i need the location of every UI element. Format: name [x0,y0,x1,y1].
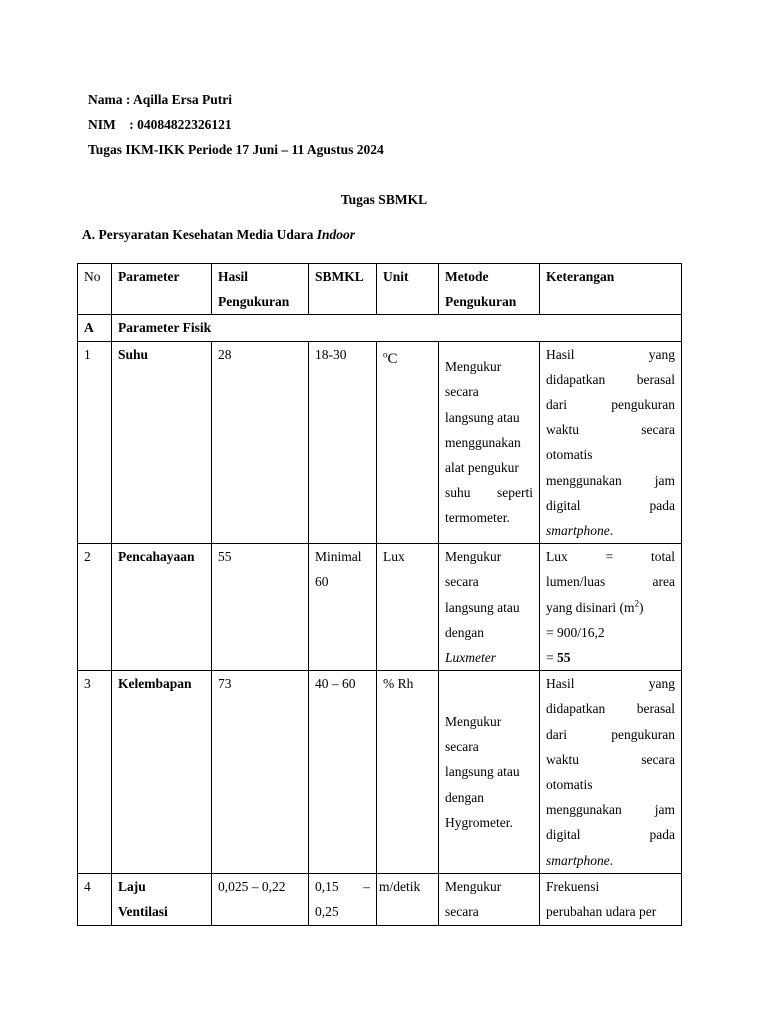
row-unit: % Rh [377,671,439,874]
section-heading-emphasis: Indoor [316,227,355,242]
col-header-parameter: Parameter [112,264,212,315]
row-parameter: Kelembapan [112,671,212,874]
row-keterangan: Frekuensi perubahan udara per [540,873,682,925]
row-sbmkl: 18-30 [309,341,377,544]
row-keterangan: Lux = total lumen/luas area yang disinari $(m^2)$ = 900/16,2 = 55 [540,544,682,671]
row-keterangan: Hasil yang didapatkan berasal dari pengukuran waktu secara otomatis menggunakan jam digital pada smartphone. [540,671,682,874]
row-metode: Mengukur secara langsung atau menggunakan alat pengukur suhu seperti termometer. [439,341,540,544]
group-code: A [78,315,112,341]
table-group-row [78,315,682,341]
row-sbmkl: Minimal 60 [309,544,377,671]
row-metode: Mengukur secara [439,873,540,925]
assignment-period: Tugas IKM-IKK Periode 17 Juni – 11 Agustus 2024 [88,142,384,157]
requirements-table [77,263,682,926]
row-no: 4 [78,873,112,925]
row-metode: Mengukur secara langsung atau dengan Luxmeter [439,544,540,671]
row-unit: Lux [377,544,439,671]
col-header-hasil: Hasil Pengukuran [212,264,309,315]
col-header-keterangan: Keterangan [540,264,682,315]
row-no: 2 [78,544,112,671]
col-header-no: No [78,264,112,315]
student-header [88,90,384,165]
table-header-row [78,264,682,315]
section-heading: A. Persyaratan Kesehatan Media Udara Indoor [82,227,355,242]
group-label: Parameter Fisik [112,315,682,341]
col-header-sbmkl: SBMKL [309,264,377,315]
row-metode: Mengukur secara langsung atau dengan Hygrometer. [439,671,540,874]
row-no: 1 [78,341,112,544]
col-header-unit: Unit [377,264,439,315]
row-keterangan: Hasil yang didapatkan berasal dari pengukuran waktu secara otomatis menggunakan jam digital pada smartphone. [540,341,682,544]
row-sbmkl: 40 – 60 [309,671,377,874]
row-hasil: 55 [212,544,309,671]
row-parameter: Pencahayaan [112,544,212,671]
table-row [78,544,682,671]
row-hasil: 73 [212,671,309,874]
student-nim: NIM : 04084822326121 [88,117,232,132]
table-row [78,671,682,874]
col-header-metode: Metode Pengukuran [439,264,540,315]
row-no: 3 [78,671,112,874]
row-parameter: Laju Ventilasi [112,873,212,925]
row-unit: m/detik [377,873,439,925]
row-sbmkl: 0,15 – 0,25 [309,873,377,925]
row-hasil: 28 [212,341,309,544]
document-title: Tugas SBMKL [340,192,428,207]
table-row [78,341,682,544]
row-parameter: Suhu [112,341,212,544]
row-hasil: 0,025 – 0,22 [212,873,309,925]
table-row [78,873,682,925]
row-unit: $^o$C [377,341,439,544]
student-name: Nama : Aqilla Ersa Putri [88,92,232,107]
